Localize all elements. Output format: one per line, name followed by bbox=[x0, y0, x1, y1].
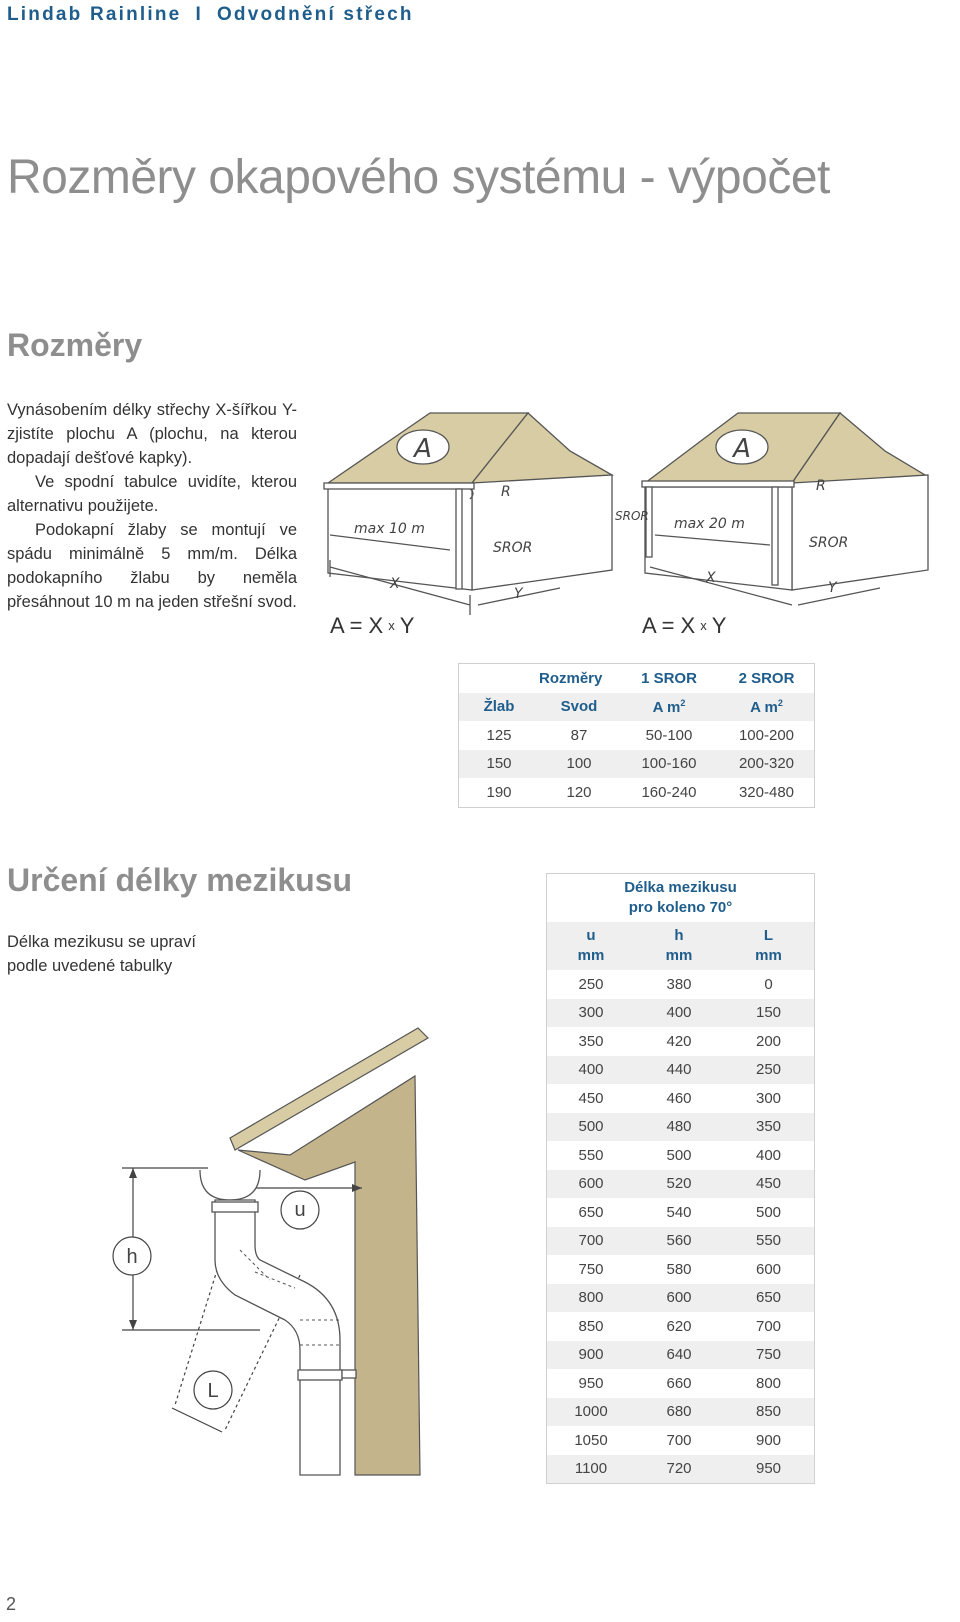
section1-paragraph: Ve spodní tabulce uvidíte, kterou alternativu použijete. bbox=[7, 473, 297, 515]
table-row bbox=[547, 1341, 815, 1370]
table-cell: 660 bbox=[666, 1374, 692, 1392]
table-cell: 580 bbox=[666, 1260, 692, 1278]
table-title-row bbox=[547, 874, 815, 923]
table-title: Délka mezikusu pro koleno 70° bbox=[624, 879, 737, 916]
table-cell: 700 bbox=[666, 1431, 692, 1449]
table-cell: 300 bbox=[755, 1089, 782, 1107]
section2-text bbox=[7, 930, 267, 978]
y-label: Y bbox=[514, 586, 523, 602]
table-cell: 750 bbox=[578, 1260, 604, 1278]
gutter bbox=[324, 483, 474, 489]
area-label: A bbox=[733, 434, 751, 464]
house-side-wall bbox=[645, 487, 792, 590]
table-cell: 720 bbox=[635, 1455, 723, 1484]
table-cell: 350 bbox=[723, 1113, 815, 1142]
table-header-cell: h mm bbox=[635, 922, 723, 970]
table-cell: 380 bbox=[666, 975, 692, 993]
table-cell: 400 bbox=[635, 999, 723, 1028]
table-header-row bbox=[459, 693, 815, 722]
table-cell: 320-480 bbox=[738, 783, 795, 801]
table-cell: 560 bbox=[635, 1227, 723, 1256]
table-cell: 420 bbox=[666, 1032, 692, 1050]
pipe-clamp bbox=[212, 1202, 258, 1212]
table-row bbox=[547, 1284, 815, 1313]
table-cell: 300 bbox=[547, 999, 636, 1028]
table-cell: 200-320 bbox=[719, 750, 815, 779]
table-cell: 700 bbox=[755, 1317, 782, 1335]
table-cell: 160-240 bbox=[641, 783, 697, 801]
table-cell: 500 bbox=[755, 1203, 782, 1221]
table-cell: 950 bbox=[723, 1455, 815, 1484]
table-cell: 600 bbox=[635, 1284, 723, 1313]
header-brand: Lindab Rainline bbox=[7, 4, 182, 25]
table-cell: 1000 bbox=[547, 1398, 636, 1427]
sror-label: SROR bbox=[493, 540, 533, 556]
table-cell: 850 bbox=[723, 1398, 815, 1427]
table-cell: 600 bbox=[755, 1260, 782, 1278]
max-length-label: max 10 m bbox=[354, 521, 425, 537]
header-separator: I bbox=[195, 4, 203, 25]
r-label: R bbox=[501, 484, 511, 500]
downpipe-upper bbox=[215, 1200, 340, 1475]
table-cell: 87 bbox=[570, 726, 588, 744]
table-header-cell: Žlab bbox=[459, 693, 540, 722]
table-header-cell: A $m^2$ bbox=[619, 693, 719, 722]
table-row bbox=[547, 1027, 815, 1056]
section-heading-rozmery: Rozměry bbox=[7, 327, 143, 363]
table-header-cell: A $m^2$ bbox=[719, 693, 815, 722]
section1-paragraph: Vynásobením délky střechy X-šířkou Y-zjistíte plochu A (plochu, na kterou dopadají dešťové kapky). bbox=[7, 401, 297, 467]
table-cell: 640 bbox=[635, 1341, 723, 1370]
table-row bbox=[547, 1398, 815, 1427]
table-cell: 500 bbox=[547, 1113, 636, 1142]
l-label: L bbox=[207, 1380, 219, 1402]
page-title: Rozměry okapového systému - výpočet bbox=[7, 151, 830, 204]
table-cell: 1100 bbox=[547, 1455, 636, 1484]
table-row bbox=[547, 1113, 815, 1142]
table-row bbox=[547, 1198, 815, 1227]
x-label: X bbox=[390, 576, 400, 592]
header-section: Odvodnění střech bbox=[216, 4, 414, 25]
table-row bbox=[547, 1141, 815, 1170]
area-formula: A = X x Y bbox=[642, 613, 727, 638]
table-header-cell: Rozměry bbox=[539, 669, 603, 687]
gutter bbox=[642, 481, 794, 487]
table-cell: 480 bbox=[635, 1113, 723, 1142]
section2-text-line: podle uvedené tabulky bbox=[7, 957, 173, 975]
table-cell: 750 bbox=[723, 1341, 815, 1370]
sror-label: SROR bbox=[615, 509, 649, 523]
table-cell: 550 bbox=[723, 1227, 815, 1256]
table-row bbox=[547, 1255, 815, 1284]
table-header-cell: L mm bbox=[723, 922, 815, 970]
table-cell: 120 bbox=[566, 783, 592, 801]
table-cell: 700 bbox=[547, 1227, 636, 1256]
table-cell: 650 bbox=[723, 1284, 815, 1313]
table-cell: 0 bbox=[764, 975, 773, 993]
table-header-row bbox=[459, 664, 815, 693]
table-row bbox=[459, 750, 815, 779]
page-number: 2 bbox=[6, 1594, 17, 1614]
offset-length-table bbox=[546, 873, 815, 1484]
sror-label: SROR bbox=[809, 535, 849, 551]
downpipe bbox=[456, 489, 462, 589]
table-cell: 950 bbox=[578, 1374, 604, 1392]
table-cell: 400 bbox=[755, 1146, 782, 1164]
table-header-cell: u mm bbox=[547, 922, 636, 970]
table-cell: 460 bbox=[666, 1089, 692, 1107]
table-header-cell: Svod bbox=[539, 693, 619, 722]
table-cell: 450 bbox=[723, 1170, 815, 1199]
table-row bbox=[547, 999, 815, 1028]
table-row bbox=[547, 1084, 815, 1113]
table-cell: 250 bbox=[723, 1056, 815, 1085]
table-header-cell: 2 SROR bbox=[738, 669, 795, 687]
table-cell: 1050 bbox=[574, 1431, 608, 1449]
table-cell: 50-100 bbox=[645, 726, 693, 744]
section2-text-line: Délka mezikusu se upraví bbox=[7, 933, 196, 951]
table-cell: 540 bbox=[666, 1203, 692, 1221]
table-row bbox=[547, 1455, 815, 1484]
table-row bbox=[547, 1170, 815, 1199]
table-cell: 650 bbox=[578, 1203, 604, 1221]
table-cell: 150 bbox=[723, 999, 815, 1028]
table-row bbox=[547, 1369, 815, 1398]
table-row bbox=[459, 778, 815, 807]
house-front-wall bbox=[792, 475, 928, 590]
u-label: u bbox=[294, 1199, 306, 1221]
r-label: R bbox=[816, 478, 826, 494]
house-front-wall bbox=[472, 475, 612, 590]
table-header-cell: 1 SROR bbox=[641, 669, 697, 687]
table-cell: 500 bbox=[666, 1146, 692, 1164]
table-row bbox=[547, 1227, 815, 1256]
section-heading-mezikus: Určení délky mezikusu bbox=[7, 862, 353, 898]
table-row bbox=[547, 1056, 815, 1085]
table-cell: 200 bbox=[755, 1032, 782, 1050]
house-side-wall bbox=[328, 487, 472, 590]
table-cell: 680 bbox=[635, 1398, 723, 1427]
table-cell: 150 bbox=[459, 750, 540, 779]
area-label: A bbox=[414, 434, 432, 464]
table-cell: 850 bbox=[578, 1317, 604, 1335]
table-row bbox=[547, 1312, 815, 1341]
downpipe bbox=[772, 487, 778, 585]
x-label: X bbox=[706, 570, 716, 586]
section1-paragraph: Podokapní žlaby se montují ve spádu minimálně 5 mm/m. Délka podokapního žlabu by neměla přesáhnout 10 m na jeden střešní svod. bbox=[7, 521, 297, 611]
downpipe-offset-diagram bbox=[100, 1020, 540, 1480]
table-cell: 620 bbox=[666, 1317, 692, 1335]
table-cell: 125 bbox=[486, 726, 512, 744]
table-cell: 250 bbox=[578, 975, 604, 993]
table-row bbox=[459, 721, 815, 750]
section1-text bbox=[7, 398, 297, 614]
table-cell: 400 bbox=[547, 1056, 636, 1085]
table-cell: 100-200 bbox=[738, 726, 795, 744]
max-length-label: max 20 m bbox=[674, 516, 745, 532]
table-cell: 100 bbox=[539, 750, 619, 779]
table-header-row bbox=[547, 922, 815, 970]
area-formula: A = X x Y bbox=[330, 613, 415, 638]
table-cell: 100-160 bbox=[619, 750, 719, 779]
table-cell: 900 bbox=[755, 1431, 782, 1449]
gutter-capacity-table bbox=[458, 663, 815, 808]
table-cell: 450 bbox=[578, 1089, 604, 1107]
table-row bbox=[547, 1426, 815, 1455]
table-cell: 800 bbox=[547, 1284, 636, 1313]
pipe-clamp bbox=[298, 1370, 342, 1380]
table-row bbox=[547, 970, 815, 999]
table-cell: 190 bbox=[486, 783, 512, 801]
table-cell: 520 bbox=[635, 1170, 723, 1199]
table-cell: 440 bbox=[635, 1056, 723, 1085]
table-cell: 550 bbox=[578, 1146, 604, 1164]
pipe-bracket bbox=[342, 1370, 356, 1378]
table-cell: 800 bbox=[755, 1374, 782, 1392]
gutter-outlet bbox=[200, 1170, 260, 1200]
roof-area-diagram bbox=[320, 395, 960, 645]
table-cell: 600 bbox=[547, 1170, 636, 1199]
table-cell: 350 bbox=[578, 1032, 604, 1050]
y-label: Y bbox=[828, 580, 837, 596]
running-header bbox=[7, 4, 414, 26]
h-label: h bbox=[126, 1246, 138, 1268]
table-cell: 900 bbox=[547, 1341, 636, 1370]
